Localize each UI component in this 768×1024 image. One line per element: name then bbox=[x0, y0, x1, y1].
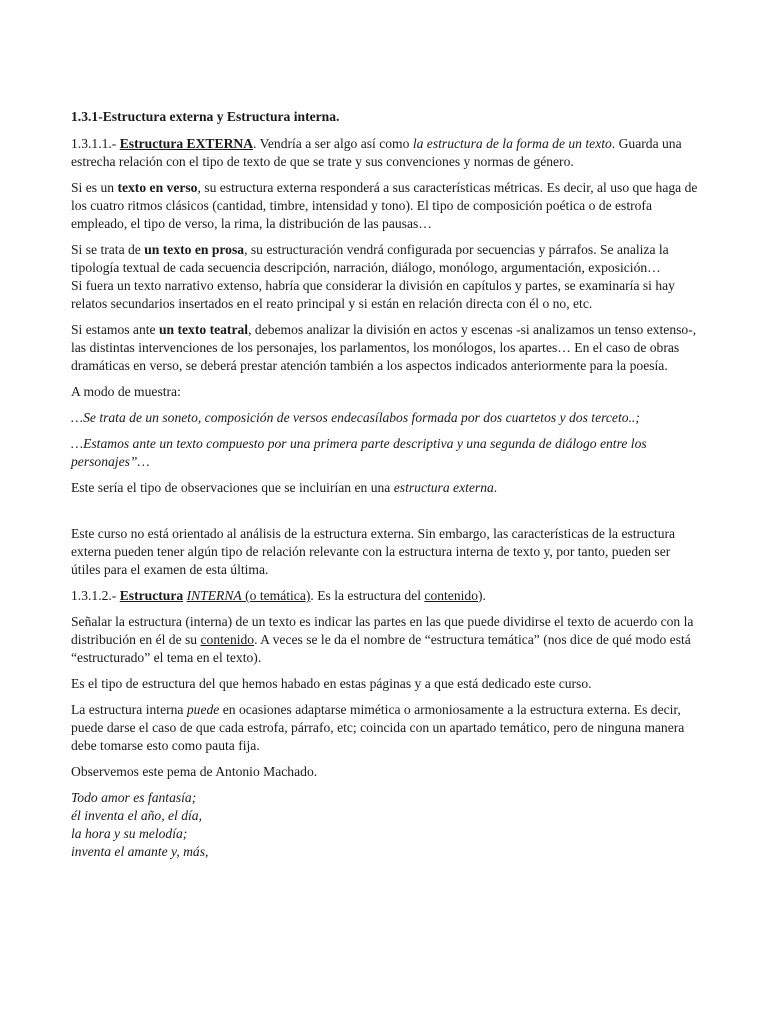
text-run: . bbox=[493, 480, 498, 495]
italic-run: …Estamos ante un texto compuesto por una primera parte descriptiva y una segunda de diálogo entre los personajes”… bbox=[71, 436, 647, 469]
italic-run: estructura externa bbox=[393, 480, 494, 495]
poem-line bbox=[71, 825, 701, 843]
paragraph-observemos: Observemos este pema de Antonio Machado. bbox=[71, 764, 318, 779]
text-run: en ocasiones adaptarse mimética o armoniosamente a la estructura externa. Es decir, puede darse el caso de que cada estrofa, párrafo, etc; coincida con un apartado temático, pero de ninguna manera debe tomarse esto como pauta fija. bbox=[71, 702, 685, 753]
paragraph-senalar bbox=[71, 613, 701, 667]
section-heading: 1.3.1-Estructura externa y Estructura interna. bbox=[71, 109, 340, 124]
paragraph-estructura-externa bbox=[71, 135, 701, 171]
section-number: 1.3.1.1.- bbox=[71, 136, 117, 151]
paragraph-tipo: Es el tipo de estructura del que hemos habado en estas páginas y a que está dedicado este curso. bbox=[71, 676, 592, 691]
example-texto-compuesto bbox=[71, 435, 701, 471]
italic-run: él inventa el año, el día, bbox=[71, 808, 202, 823]
italic-run: inventa el amante y, más, bbox=[71, 844, 209, 859]
bold-run: un texto en prosa bbox=[144, 242, 245, 257]
section-number: 1.3.1.2.- bbox=[71, 588, 117, 603]
paragraph-interna-puede bbox=[71, 701, 701, 755]
text-run: , debemos analizar la división en actos y escenas -si analizamos un tenso extenso-, las distintas intervenciones de los personajes, los parlamentos, los monólogos, los apartes… En el caso de obras dramáticas en verso, se deberá prestar atención también a los aspectos indicados anteriormente para la poesía. bbox=[71, 322, 697, 373]
bold-run: texto en verso bbox=[117, 180, 198, 195]
text-run: Si se trata de bbox=[71, 242, 145, 257]
poem-line bbox=[71, 843, 701, 861]
text-run: Si es un bbox=[71, 180, 118, 195]
spacer bbox=[71, 505, 701, 525]
paragraph-estructura-interna bbox=[71, 587, 701, 605]
paragraph-curso: Este curso no está orientado al análisis de la estructura externa. Sin embargo, las características de la estructura externa pueden tener algún tipo de relación relevante con la estructura interna de texto y, por tanto, pueden ser útiles para el examen de esta última. bbox=[71, 526, 676, 577]
text-run: (o temática) bbox=[245, 588, 311, 603]
text-run: . Es la estructura del bbox=[310, 588, 425, 603]
text-run: ). bbox=[478, 588, 486, 603]
term-interna: INTERNA bbox=[186, 588, 242, 603]
text-run: . Guarda una estrecha relación con el tipo de texto de que se trate y sus convenciones y normas de género. bbox=[71, 136, 682, 169]
text-run: Si estamos ante bbox=[71, 322, 159, 337]
text-run: Este sería el tipo de observaciones que se incluirían en una bbox=[71, 480, 394, 495]
underlined-run: contenido bbox=[424, 588, 479, 603]
paragraph-muestra: A modo de muestra: bbox=[71, 384, 181, 399]
text-run: Si fuera un texto narrativo extenso, habría que considerar la división en capítulos y partes, se examinaría si hay relatos secundarios insertados en el reato principal y si están en relación directa con él o no, etc. bbox=[71, 278, 675, 311]
italic-run: la estructura de la forma de un texto bbox=[412, 136, 612, 151]
underlined-run: contenido bbox=[200, 632, 255, 647]
paragraph-texto-prosa bbox=[71, 241, 701, 313]
text-run: Señalar la estructura (interna) de un texto es indicar las partes en las que puede dividirse el texto de acuerdo con la distribución en él de su bbox=[71, 614, 694, 647]
italic-run: puede bbox=[186, 702, 220, 717]
text-run: , su estructuración vendrá configurada por secuencias y párrafos. Se analiza la tipología textual de cada secuencia descripción, narración, diálogo, monólogo, argumentación, exposición… bbox=[71, 242, 669, 275]
text-run: . Vendría a ser algo así como bbox=[253, 136, 413, 151]
paragraph-observaciones bbox=[71, 479, 701, 497]
italic-run: la hora y su melodía; bbox=[71, 826, 188, 841]
text-run: La estructura interna bbox=[71, 702, 187, 717]
paragraph-texto-verso bbox=[71, 179, 701, 233]
poem-line bbox=[71, 789, 701, 807]
example-soneto bbox=[71, 409, 701, 427]
term-estructura: Estructura bbox=[119, 588, 184, 603]
document-body bbox=[71, 108, 701, 861]
bold-run: un texto teatral bbox=[158, 322, 249, 337]
paragraph-texto-teatral bbox=[71, 321, 701, 375]
poem-line bbox=[71, 807, 701, 825]
term-estructura-externa: Estructura EXTERNA bbox=[119, 136, 254, 151]
text-run: . A veces se le da el nombre de “estructura temática” (nos dice de qué modo está “estructurado” el tema en el texto). bbox=[71, 632, 691, 665]
italic-run: …Se trata de un soneto, composición de versos endecasílabos formada por dos cuartetos y dos terceto..; bbox=[71, 410, 640, 425]
text-run: , su estructura externa responderá a sus características métricas. Es decir, al uso que haga de los cuatro ritmos clásicos (cantidad, timbre, intensidad y tono). El tipo de composición poética o de estrofa empleado, el tipo de verso, la rima, la distribución de las pausas… bbox=[71, 180, 698, 231]
italic-run: Todo amor es fantasía; bbox=[71, 790, 197, 805]
poem bbox=[71, 789, 701, 861]
